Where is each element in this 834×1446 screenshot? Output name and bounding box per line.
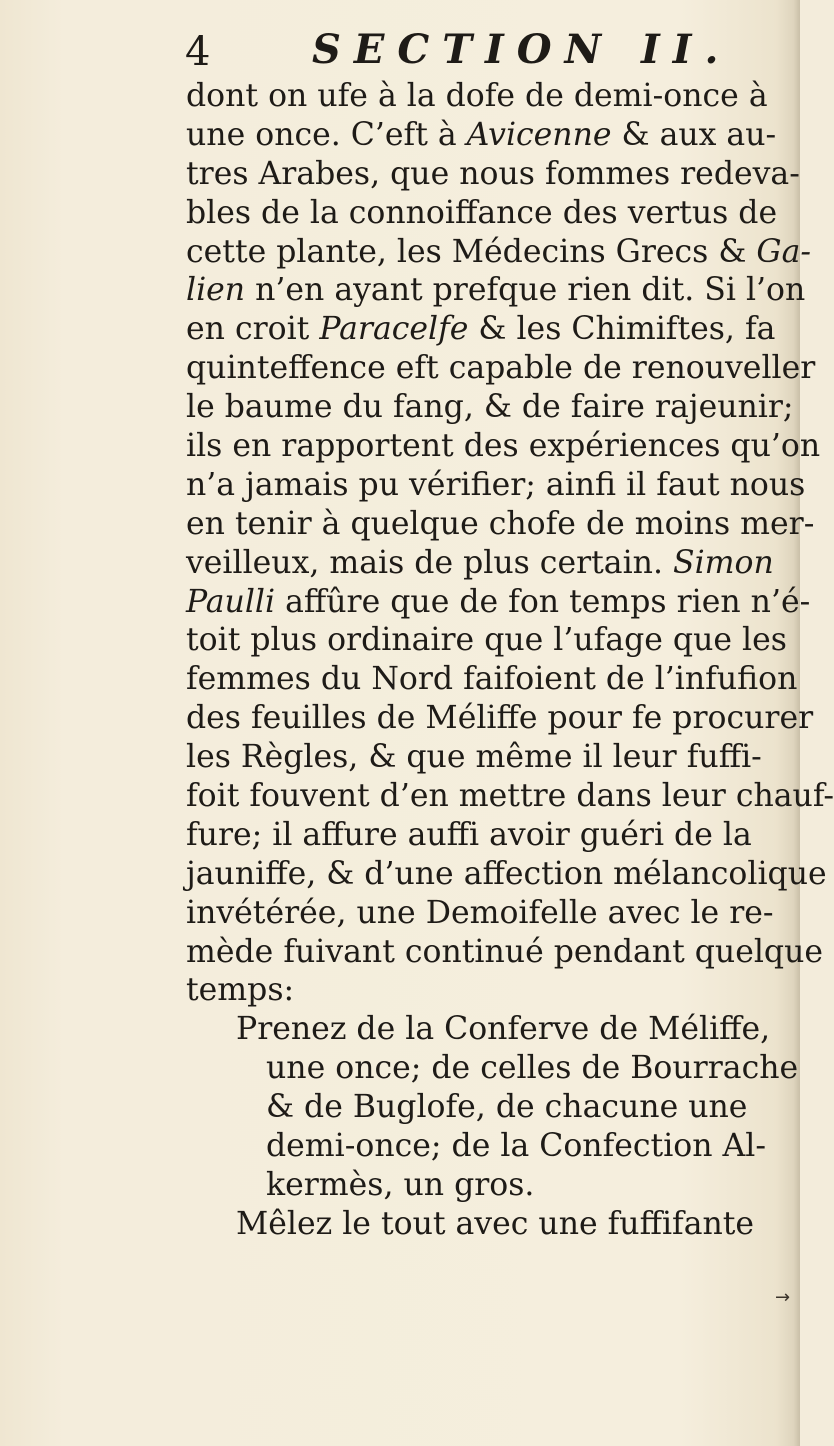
text-run: tres Arabes, que nous fommes redeva- bbox=[186, 155, 800, 192]
text-line bbox=[186, 388, 796, 427]
text-run: une once. C’eft à bbox=[186, 116, 467, 153]
text-line bbox=[186, 194, 796, 233]
text-line bbox=[186, 1127, 796, 1166]
text-run: quinteffence eft capable de renouveller bbox=[186, 350, 816, 387]
text-run: Prenez de la Conferve de Méliffe, bbox=[236, 1011, 771, 1048]
page-header bbox=[0, 28, 800, 80]
italic-name: Ga- bbox=[756, 233, 811, 270]
text-run: cette plante, les Médecins Grecs & bbox=[186, 233, 757, 270]
text-run: une once; de celles de Bourrache bbox=[266, 1050, 799, 1087]
text-line bbox=[186, 621, 796, 660]
text-run: toit plus ordinaire que l’ufage que les bbox=[186, 622, 787, 659]
text-run: & de Buglofe, de chacune une bbox=[266, 1089, 748, 1126]
text-run: n’a jamais pu vérifier; ainfi il faut nous bbox=[186, 466, 806, 503]
text-line bbox=[186, 155, 800, 194]
text-line bbox=[186, 1166, 796, 1205]
text-run: femmes du Nord faifoient de l’infufion bbox=[186, 661, 798, 698]
text-line bbox=[186, 427, 821, 466]
text-run: jauniffe, & d’une affection mélancolique bbox=[186, 855, 827, 892]
text-run: bles de la connoiffance des vertus de bbox=[186, 194, 778, 231]
italic-name: Paulli bbox=[186, 583, 276, 620]
text-line bbox=[186, 505, 815, 544]
text-line bbox=[186, 116, 796, 155]
text-line bbox=[186, 816, 796, 855]
text-line bbox=[186, 777, 834, 816]
text-run: le baume du fang, & de faire rajeunir; bbox=[186, 389, 794, 426]
text-line bbox=[186, 971, 796, 1010]
page-number: 4 bbox=[185, 29, 211, 75]
running-title: SECTION II. bbox=[312, 26, 732, 73]
italic-name: Simon bbox=[672, 544, 774, 581]
text-run: n’en ayant prefque rien dit. Si l’on bbox=[245, 272, 806, 309]
text-line bbox=[186, 583, 811, 622]
text-line bbox=[186, 933, 823, 972]
text-line bbox=[186, 738, 796, 777]
text-line bbox=[186, 1205, 796, 1244]
text-line bbox=[186, 233, 811, 272]
text-line bbox=[186, 855, 827, 894]
italic-name: lien bbox=[186, 272, 246, 309]
text-line bbox=[186, 349, 816, 388]
text-line bbox=[186, 466, 806, 505]
text-run: des feuilles de Méliffe pour fe procurer bbox=[186, 700, 814, 737]
text-run: veilleux, mais de plus certain. bbox=[186, 544, 673, 581]
text-line bbox=[186, 310, 796, 349]
italic-name: Avicenne bbox=[466, 116, 612, 153]
text-line bbox=[186, 1010, 796, 1049]
text-line bbox=[186, 894, 796, 933]
body-text bbox=[186, 77, 834, 1244]
text-run: dont on ufe à la dofe de demi-once à bbox=[186, 78, 768, 114]
text-run: & aux au- bbox=[611, 116, 777, 153]
text-run: temps: bbox=[186, 972, 295, 1009]
text-run: en tenir à quelque chofe de moins mer- bbox=[186, 505, 815, 542]
text-line bbox=[186, 660, 796, 699]
text-line bbox=[186, 699, 814, 738]
text-run: fure; il affure auffi avoir guéri de la bbox=[186, 816, 752, 853]
italic-name: Paracelfe bbox=[319, 311, 469, 348]
text-run: & les Chimiftes, fa bbox=[468, 311, 776, 348]
text-run: ils en rapportent des expériences qu’on bbox=[186, 428, 821, 465]
text-line bbox=[186, 1049, 799, 1088]
text-run: foit fouvent d’en mettre dans leur chauf- bbox=[186, 778, 834, 815]
catchword-arrow-icon: → bbox=[775, 1287, 791, 1308]
text-run: mède fuivant continué pendant quelque bbox=[186, 933, 823, 970]
text-line bbox=[186, 1088, 796, 1127]
text-run: demi-once; de la Confection Al- bbox=[266, 1128, 767, 1165]
text-run: kermès, un gros. bbox=[266, 1166, 535, 1203]
text-line bbox=[186, 77, 796, 116]
text-run: affûre que de fon temps rien n’é- bbox=[275, 583, 811, 620]
text-line bbox=[186, 544, 796, 583]
text-run: en croit bbox=[186, 311, 320, 348]
text-run: invétérée, une Demoifelle avec le re- bbox=[186, 894, 774, 931]
text-line bbox=[186, 271, 806, 310]
text-run: Mêlez le tout avec une fuffifante bbox=[236, 1205, 755, 1242]
text-run: les Règles, & que même il leur fuffi- bbox=[186, 739, 762, 776]
